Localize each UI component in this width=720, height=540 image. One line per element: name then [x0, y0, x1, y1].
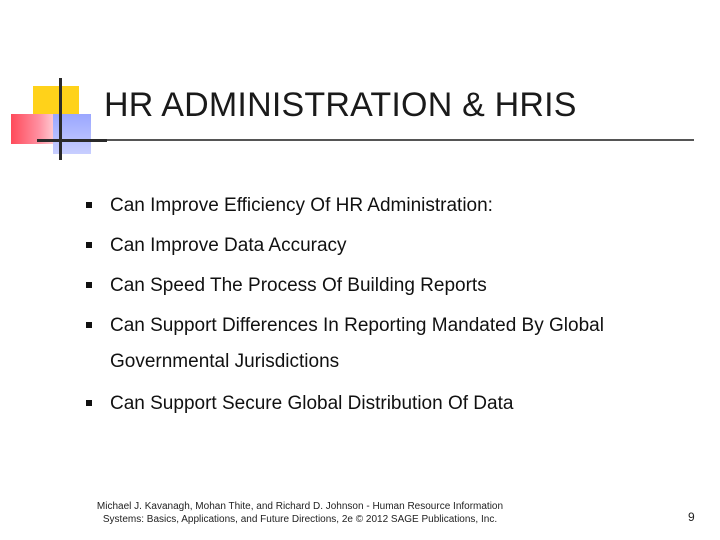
- bullet-square-icon: [86, 282, 92, 288]
- footer-line-2: Systems: Basics, Applications, and Future Directions, 2e © 2012 SAGE Publications, Inc.: [102, 514, 498, 525]
- citation-footer: [60, 500, 540, 526]
- bullet-list: [84, 188, 684, 426]
- bullet-square-icon: [86, 242, 92, 248]
- title-underline-accent: [37, 139, 107, 142]
- footer-line-1: Michael J. Kavanagh, Mohan Thite, and Richard D. Johnson - Human Resource Information: [96, 501, 504, 512]
- bullet-text: Can Support Secure Global Distribution Of Data: [110, 393, 514, 414]
- title-underline: [37, 139, 694, 141]
- bullet-item: [84, 386, 684, 422]
- bullet-text: Can Speed The Process Of Building Reports: [110, 275, 487, 296]
- decorative-logo: [0, 0, 120, 170]
- bullet-square-icon: [86, 322, 92, 328]
- slide-title: HR ADMINISTRATION & HRIS: [104, 86, 577, 124]
- bullet-text: Can Improve Data Accuracy: [110, 235, 347, 256]
- bullet-item: [84, 268, 684, 304]
- bullet-square-icon: [86, 400, 92, 406]
- page-number: 9: [688, 510, 695, 524]
- bullet-item: [84, 228, 684, 264]
- bullet-text: Can Improve Efficiency Of HR Administration:: [110, 195, 493, 216]
- bullet-item: [84, 188, 684, 224]
- bullet-item: [84, 308, 684, 380]
- bullet-square-icon: [86, 202, 92, 208]
- bullet-text: Can Support Differences In Reporting Mandated By Global Governmental Jurisdictions: [110, 315, 604, 372]
- vertical-rule: [59, 78, 62, 160]
